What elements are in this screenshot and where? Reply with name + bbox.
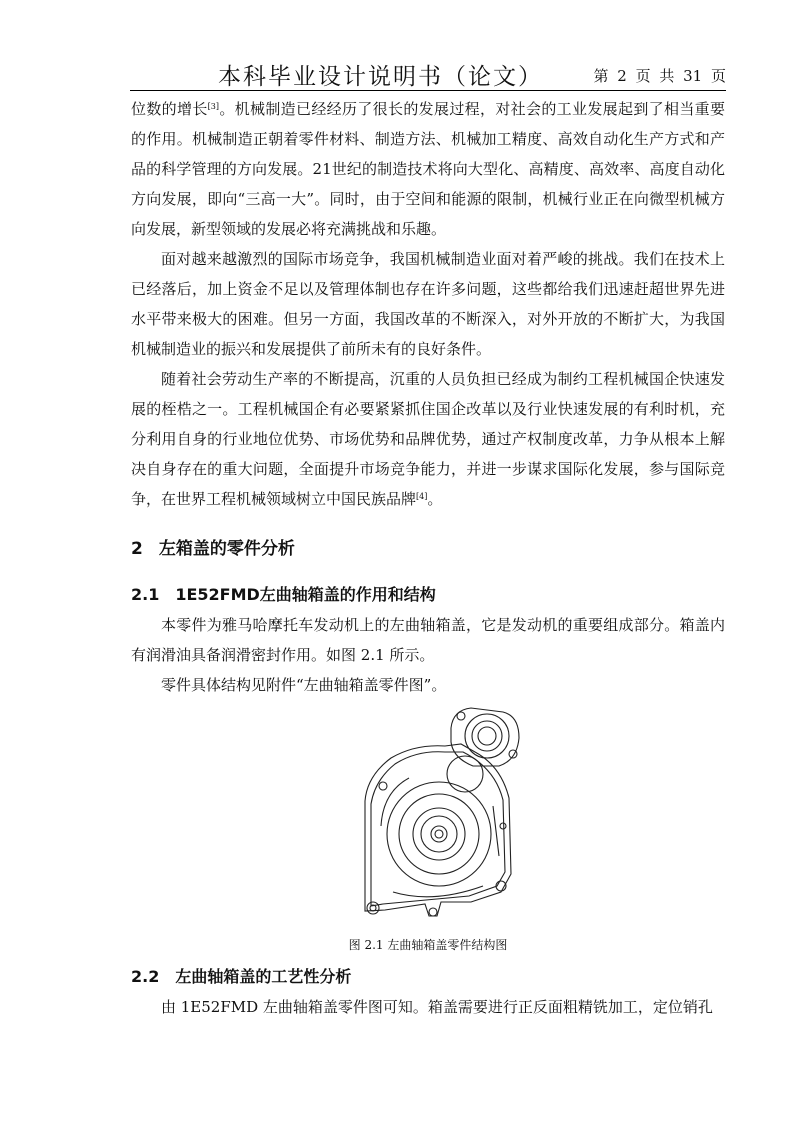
page-content (131, 94, 725, 1022)
subsection-heading: 2.1 1E52FMD左曲轴箱盖的作用和结构 (131, 585, 436, 604)
figure-2-1 (131, 700, 725, 932)
section-heading: 2 左箱盖的零件分析 (131, 539, 295, 559)
paragraph: 面对越来越激烈的国际市场竞争，我国机械制造业面对着严峻的挑战。我们在技术上已经落后，加上资金不足以及管理体制也存在许多问题，这些都给我们迅速赶超世界先进水平带来极大的困难。但另一方面，我国改革的不断深入，对外开放的不断扩大，为我国机械制造业的振兴和发展提供了前所未有的良好条件。 (131, 250, 725, 358)
figure-caption: 图 2.1 左曲轴箱盖零件结构图 (348, 938, 508, 952)
paragraph: 随着社会劳动生产率的不断提高，沉重的人员负担已经成为制约工程机械国企快速发展的桎梏之一。工程机械国企有必要紧紧抓住国企改革以及行业快速发展的有利时机，充分利用自身的行业地位优势、市场优势和品牌优势，通过产权制度改革，力争从根本上解决自身存在的重大问题，全面提升市场竞争能力，并进一步谋求国际化发展，参与国际竞争，在世界工程机械领域树立中国民族品牌[4]。 (131, 370, 725, 508)
subsection-heading: 2.2 左曲轴箱盖的工艺性分析 (131, 967, 352, 986)
document-title: 本科毕业设计说明书（论文） (218, 64, 543, 90)
page-header (130, 58, 726, 91)
page-number: 第 2 页 共 31 页 (593, 67, 726, 85)
citation: [4] (416, 492, 428, 501)
crankcase-cover-drawing (353, 706, 523, 928)
paragraph: 本零件为雅马哈摩托车发动机上的左曲轴箱盖，它是发动机的重要组成部分。箱盖内有润滑油具备润滑密封作用。如图 2.1 所示。 (131, 616, 725, 664)
paragraph: 零件具体结构见附件“左曲轴箱盖零件图”。 (161, 676, 447, 694)
paragraph: 由 1E52FMD 左曲轴箱盖零件图可知。箱盖需要进行正反面粗精铣加工，定位销孔 (161, 998, 713, 1016)
citation: [3] (207, 102, 220, 111)
paragraph: 位数的增长[3]。机械制造已经经历了很长的发展过程，对社会的工业发展起到了相当重要的作用。机械制造正朝着零件材料、制造方法、机械加工精度、高效自动化生产方式和产品的科学管理的方向发展。21世纪的制造技术将向大型化、高精度、高效率、高度自动化方向发展，即向“三高一大”。同时，由于空间和能源的限制，机械行业正在向微型机械方向发展，新型领域的发展必将充满挑战和乐趣。 (131, 100, 725, 238)
